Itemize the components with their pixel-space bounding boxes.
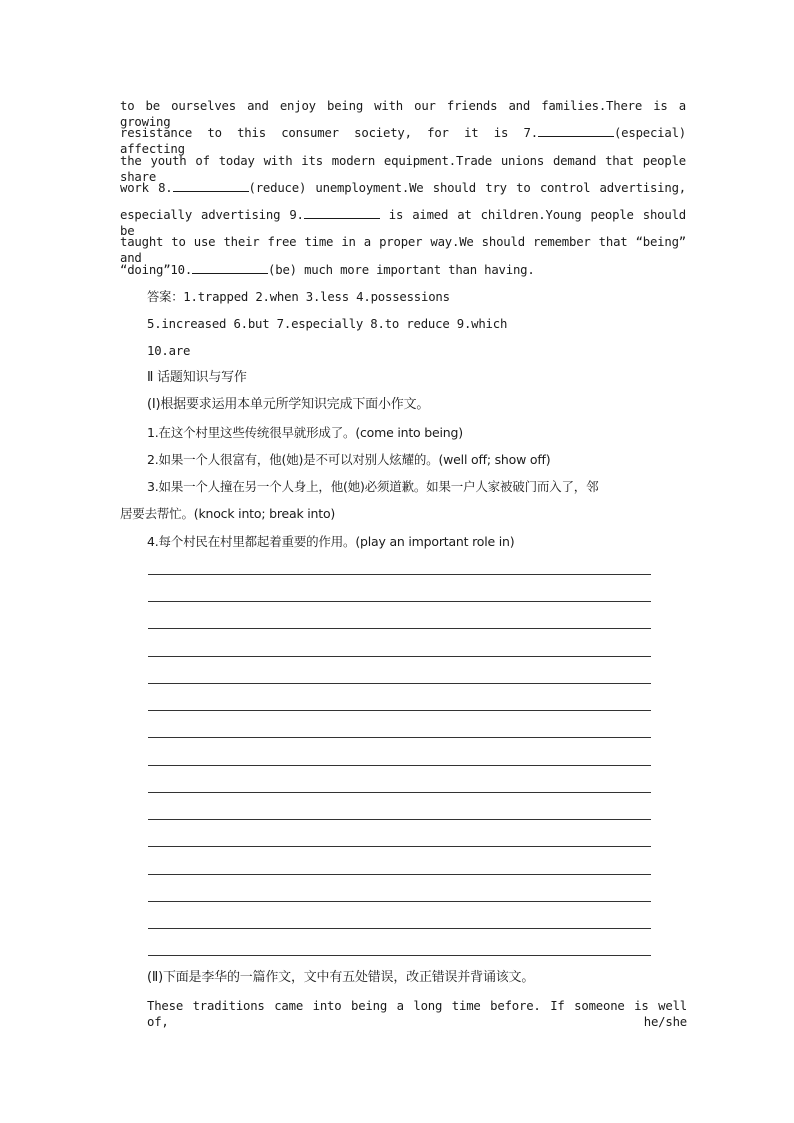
prompt-item-2: 2.如果一个人很富有，他(她)是不可以对别人炫耀的。(well off; show off) bbox=[147, 452, 551, 467]
writing-line-12[interactable] bbox=[148, 874, 651, 875]
passage-line-1: to be ourselves and enjoy being with our friends and families.There is a growing bbox=[120, 99, 686, 129]
writing-line-2[interactable] bbox=[148, 601, 651, 602]
passage-line-6: taught to use their free time in a proper way.We should remember that “being” and bbox=[120, 235, 686, 265]
writing-line-4[interactable] bbox=[148, 656, 651, 657]
writing-line-9[interactable] bbox=[148, 792, 651, 793]
prompt-item-3: 3.如果一个人撞在另一个人身上，他(她)必须道歉。如果一户人家被破门而入了，邻 bbox=[147, 479, 599, 494]
passage-line-5-start: especially advertising 9. bbox=[120, 208, 304, 222]
passage-line-7-start: “doing”10. bbox=[120, 263, 193, 277]
passage-line-7 bbox=[120, 262, 686, 278]
answers-line-1: 答案：1.trapped 2.when 3.less 4.possessions bbox=[147, 290, 450, 304]
passage-line-4 bbox=[120, 180, 686, 196]
writing-line-13[interactable] bbox=[148, 901, 651, 902]
writing-line-10[interactable] bbox=[148, 819, 651, 820]
writing-line-6[interactable] bbox=[148, 710, 651, 711]
part-1-title: (Ⅰ)根据要求运用本单元所学知识完成下面小作文。 bbox=[147, 397, 430, 412]
prompt-item-3-continued: 居要去帮忙。(knock into; break into) bbox=[120, 506, 336, 521]
writing-line-5[interactable] bbox=[148, 683, 651, 684]
prompt-item-4: 4.每个村民在村里都起着重要的作用。(play an important role in) bbox=[147, 534, 515, 549]
answers-line-3: 10.are bbox=[147, 344, 191, 358]
section-2-heading: Ⅱ 话题知识与写作 bbox=[147, 370, 247, 385]
passage-line-3: the youth of today with its modern equipment.Trade unions demand that people share bbox=[120, 154, 686, 184]
part-2-essay-line-1: These traditions came into being a long time before. If someone is well of, he/she bbox=[147, 999, 687, 1029]
blank-10[interactable] bbox=[192, 262, 268, 274]
passage-line-2-end: (especial) affecting bbox=[120, 126, 686, 156]
blank-8[interactable] bbox=[173, 180, 249, 192]
blank-7[interactable] bbox=[538, 125, 614, 137]
passage-line-7-end: (be) much more important than having. bbox=[268, 263, 535, 277]
writing-line-7[interactable] bbox=[148, 737, 651, 738]
writing-line-14[interactable] bbox=[148, 928, 651, 929]
passage-line-4-start: work 8. bbox=[120, 181, 173, 195]
writing-line-8[interactable] bbox=[148, 765, 651, 766]
writing-line-3[interactable] bbox=[148, 628, 651, 629]
writing-line-15[interactable] bbox=[148, 955, 651, 956]
prompt-item-1: 1.在这个村里这些传统很早就形成了。(come into being) bbox=[147, 425, 463, 440]
writing-line-11[interactable] bbox=[148, 846, 651, 847]
passage-line-2-start: resistance to this consumer society, for it is 7. bbox=[120, 126, 538, 140]
passage-line-5-end: is aimed at children.Young people should be bbox=[120, 208, 686, 238]
part-2-title: (Ⅱ)下面是李华的一篇作文，文中有五处错误，改正错误并背诵该文。 bbox=[147, 970, 535, 985]
answers-line-2: 5.increased 6.but 7.especially 8.to reduce 9.which bbox=[147, 317, 508, 331]
passage-line-4-end: (reduce) unemployment.We should try to control advertising, bbox=[248, 181, 686, 195]
writing-line-1[interactable] bbox=[148, 574, 651, 575]
blank-9[interactable] bbox=[304, 207, 380, 219]
